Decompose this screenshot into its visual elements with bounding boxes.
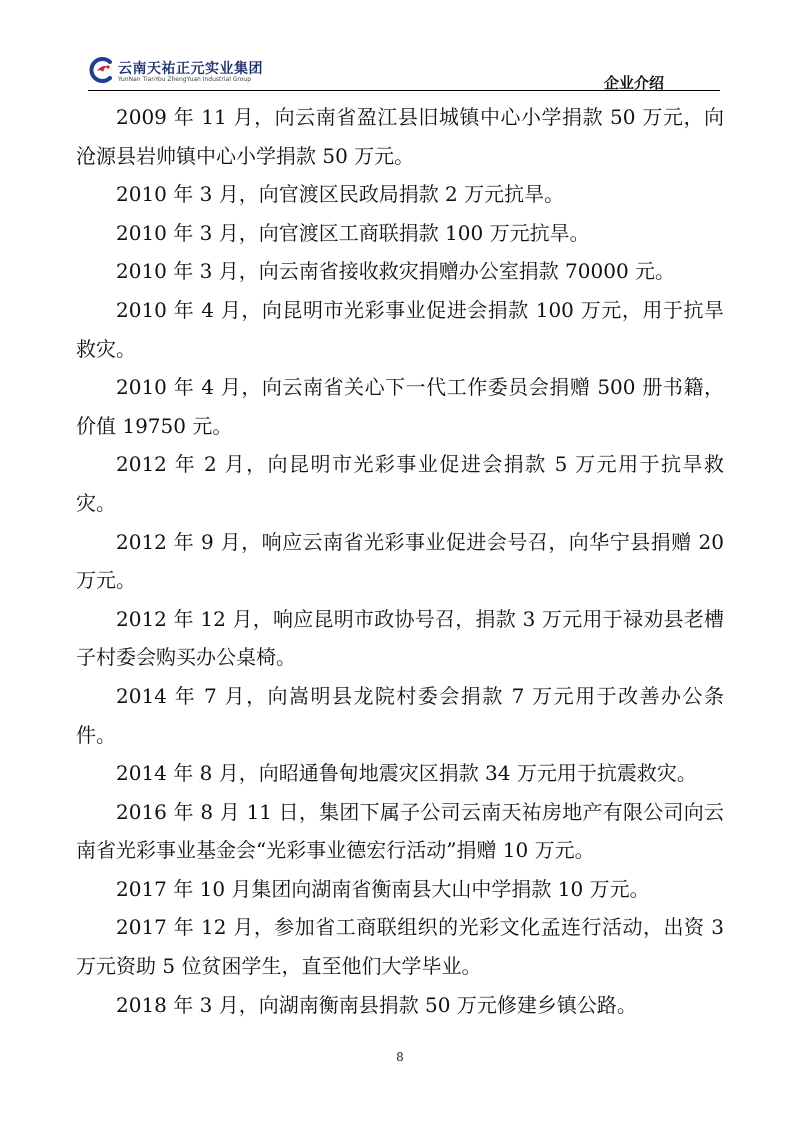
header-divider — [88, 90, 720, 91]
company-logo-icon — [88, 56, 116, 84]
paragraph: 2016 年 8 月 11 日，集团下属子公司云南天祐房地产有限公司向云南省光彩事业基金会“光彩事业德宏行活动”捐赠 10 万元。 — [76, 799, 724, 863]
paragraph: 2012 年 2 月，向昆明市光彩事业促进会捐款 5 万元用于抗旱救灾。 — [76, 452, 724, 515]
paragraph: 2009 年 11 月，向云南省盈江县旧城镇中心小学捐款 50 万元，向沧源县岩帅镇中心小学捐款 50 万元。 — [76, 105, 724, 168]
page-number: 8 — [396, 1050, 404, 1064]
paragraph: 2018 年 3 月，向湖南衡南县捐款 50 万元修建乡镇公路。 — [116, 992, 637, 1017]
page-header — [88, 54, 720, 90]
paragraph: 2010 年 4 月，向云南省关心下一代工作委员会捐赠 500 册书籍，价值 19750 元。 — [76, 375, 724, 438]
section-title: 企业介绍 — [603, 74, 664, 92]
company-name: 云南天祐正元实业集团 — [118, 61, 263, 77]
paragraph: 2012 年 9 月，响应云南省光彩事业促进会号召，向华宁县捐赠 20 万元。 — [76, 529, 724, 593]
body-text — [76, 98, 724, 1024]
paragraph: 2014 年 8 月，向昭通鲁甸地震灾区捐款 34 万元用于抗震救灾。 — [116, 761, 697, 786]
paragraph: 2017 年 12 月，参加省工商联组织的光彩文化孟连行活动，出资 3 万元资助 5 位贫困学生，直至他们大学毕业。 — [76, 915, 724, 979]
paragraph: 2010 年 4 月，向昆明市光彩事业促进会捐款 100 万元，用于抗旱救灾。 — [76, 297, 724, 361]
paragraph: 2010 年 3 月，向云南省接收救灾捐赠办公室捐款 70000 元。 — [116, 259, 676, 284]
company-name-en: YunNan TianYou ZhengYuan Industrial Group — [118, 76, 252, 83]
paragraph: 2014 年 7 月，向嵩明县龙院村委会捐款 7 万元用于改善办公条件。 — [76, 683, 724, 747]
paragraph: 2010 年 3 月，向官渡区工商联捐款 100 万元抗旱。 — [116, 220, 590, 245]
paragraph: 2010 年 3 月，向官渡区民政局捐款 2 万元抗旱。 — [116, 182, 565, 207]
paragraph: 2017 年 10 月集团向湖南省衡南县大山中学捐款 10 万元。 — [116, 876, 650, 901]
paragraph: 2012 年 12 月，响应昆明市政协号召，捐款 3 万元用于禄劝县老槽子村委会购买办公桌椅。 — [76, 606, 724, 670]
